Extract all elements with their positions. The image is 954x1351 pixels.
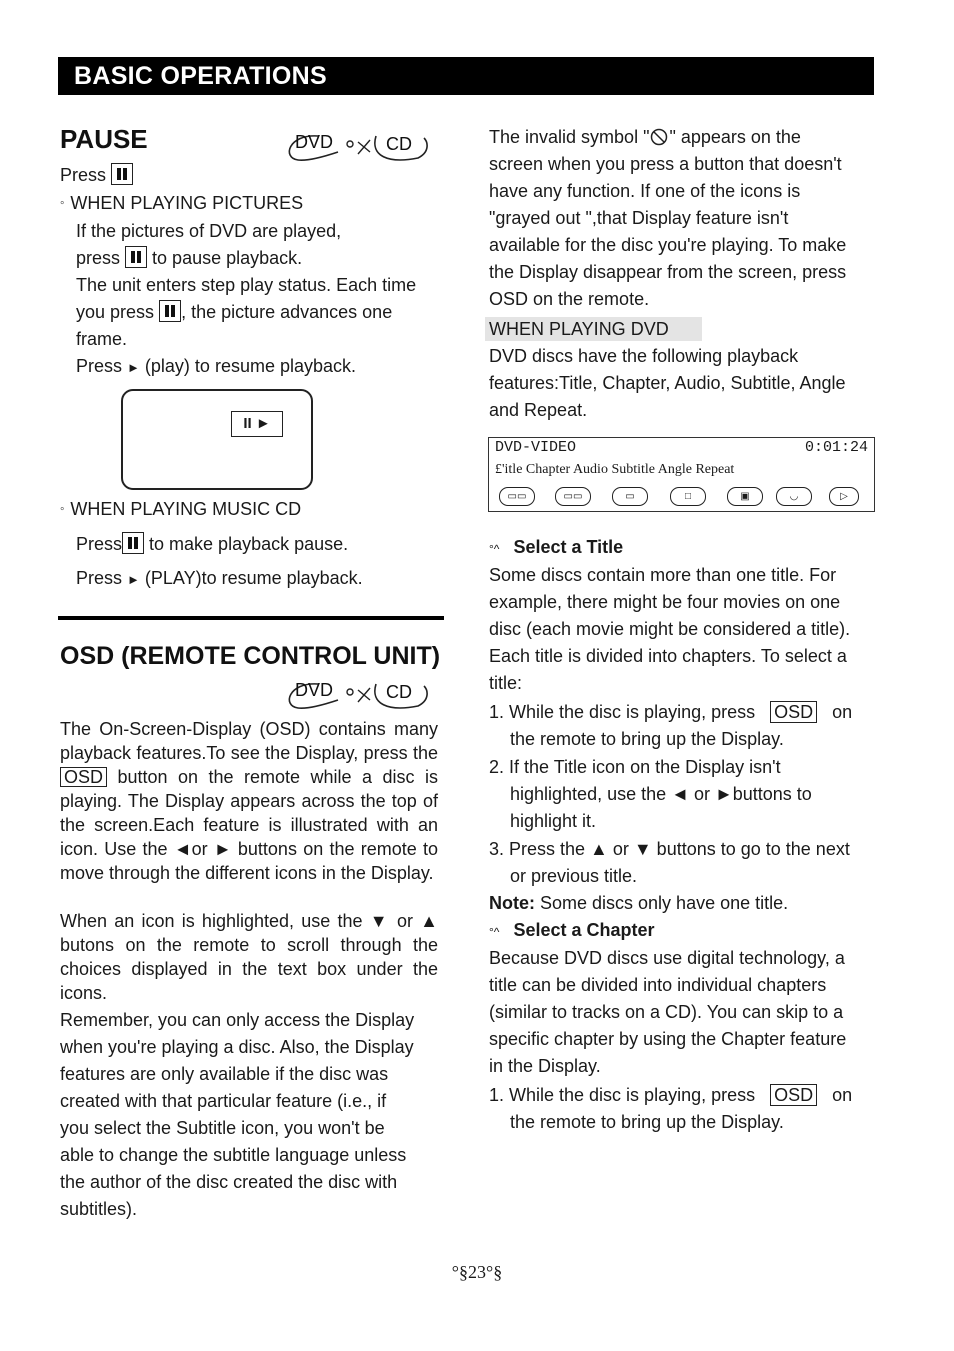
tv-screen-illustration <box>121 389 313 490</box>
pic-line-6: Press ► (play) to resume playback. <box>76 356 357 376</box>
pic-line-1: If the pictures of DVD are played, <box>76 221 342 241</box>
osd-paragraph-2: When an icon is highlighted, use the ▼ or ▲ butons on the remote to scroll through the choices displayed in the text box under the icons. <box>60 911 438 1003</box>
osd-paragraph-1: The On-Screen-Display (OSD) contains many playback features.To see the Display, press the OSD button on the remote while a disc is playing. The Display appears across the top of the screen.Each feature is illustrated with an icon. Use the ◄or ► buttons on the remote to move through the different icons in the Display. <box>60 719 438 883</box>
music-line-1: Press to make playback pause. <box>76 534 349 554</box>
disc-cd-label: CD <box>386 134 412 154</box>
section-mark: °^ <box>489 542 500 556</box>
osd-button-label: OSD <box>60 767 107 787</box>
pause-button-icon <box>125 246 147 268</box>
bullet-icon: ° <box>60 506 65 518</box>
angle-icon: ▣ <box>727 487 763 506</box>
osd-heading: OSD (REMOTE CONTROL UNIT) <box>60 642 441 670</box>
pause-button-icon <box>159 300 181 322</box>
play-icon: ► <box>127 360 140 375</box>
page-number: °§23°§ <box>451 1262 503 1282</box>
section-mark: °^ <box>489 925 500 939</box>
music-heading: ° WHEN PLAYING MUSIC CD <box>60 499 302 519</box>
chapter-step-1: 1. While the disc is playing, press OSD on <box>489 1085 853 1105</box>
osd-panel-labels: £'itle Chapter Audio Subtitle Angle Repeat <box>495 462 735 477</box>
disc-dvd-label: DVD <box>295 132 334 152</box>
osd-panel-mode: DVD-VIDEO <box>495 439 577 456</box>
pause-play-indicator: II ► <box>231 411 283 437</box>
invalid-symbol-paragraph: The invalid symbol " " appears on the screen when you press a button that doesn't have any function. If one of the icons is "grayed out ",that Display feature isn't available for the disc you're playing. To make the Display disappear from the screen, press OSD on the remote. <box>489 127 847 309</box>
subtitle-icon: □ <box>670 487 706 506</box>
select-chapter-paragraph: Because DVD discs use digital technology, a title can be divided into individual chapters (similar to tracks on a CD). You can skip to a specific chapter by using the Chapter feature in the Display. <box>489 948 847 1076</box>
chapter-icon: ▭▭ <box>555 487 591 506</box>
banner-title: BASIC OPERATIONS <box>74 62 327 90</box>
pic-line-5: frame. <box>76 329 128 349</box>
osd-button-label: OSD <box>770 701 817 723</box>
bullet-icon: ° <box>60 200 65 212</box>
dvd-cd-disc-icon <box>278 128 430 170</box>
section-banner <box>58 57 874 95</box>
select-title-paragraph: Some discs contain more than one title. For example, there might be four movies on one disc (each movie might be considered a title). Each title is divided into chapters. To select a title: <box>489 565 851 693</box>
repeat-icon: ◡ <box>776 487 812 506</box>
dvd-cd-disc-icon <box>278 676 430 718</box>
select-title-heading: °^ Select a Title <box>489 537 624 557</box>
note-line: Note: Some discs only have one title. <box>489 893 789 913</box>
when-playing-dvd-heading: WHEN PLAYING DVD <box>489 319 669 339</box>
pause-button-icon <box>111 163 133 185</box>
osd-button-label: OSD <box>770 1084 817 1106</box>
pause-press-line: Press <box>60 162 133 189</box>
play-mode-icon: ▷ <box>829 487 859 506</box>
pic-line-3: The unit enters step play status. Each time <box>76 275 417 295</box>
music-line-2: Press ► (PLAY)to resume playback. <box>76 568 363 588</box>
title-icon: ▭▭ <box>499 487 535 506</box>
osd-panel-time: 0:01:24 <box>804 439 868 456</box>
pictures-heading: ° WHEN PLAYING PICTURES <box>60 193 304 213</box>
title-step-1: 1. While the disc is playing, press OSD on <box>489 702 853 722</box>
disc-dvd-label: DVD <box>295 680 334 700</box>
osd-paragraph-3: Remember, you can only access the Display when you're playing a disc. Also, the Display features are only available if the disc was created with that particular feature (i.e., if you select the Subtitle icon, you won't be able to change the subtitle language unless the author of the disc created the disc with subtitles). <box>60 1010 415 1219</box>
pause-button-icon <box>122 532 144 554</box>
section-divider <box>58 616 444 620</box>
play-icon: ► <box>127 572 140 587</box>
pic-line-4: you press , the picture advances one <box>76 302 393 322</box>
invalid-symbol-icon <box>649 127 669 147</box>
title-step-3: 3. Press the ▲ or ▼ buttons to go to the next <box>489 839 850 859</box>
pic-line-2: press to pause playback. <box>76 248 303 268</box>
select-chapter-heading: °^ Select a Chapter <box>489 920 655 940</box>
audio-icon: ▭ <box>612 487 648 506</box>
dvd-features-paragraph: DVD discs have the following playback features:Title, Chapter, Audio, Subtitle, Angle and Repeat. <box>489 346 846 420</box>
title-step-2: 2. If the Title icon on the Display isn't <box>489 757 781 777</box>
pause-heading: PAUSE <box>60 124 148 154</box>
disc-cd-label: CD <box>386 682 412 702</box>
osd-display-panel <box>488 437 875 512</box>
